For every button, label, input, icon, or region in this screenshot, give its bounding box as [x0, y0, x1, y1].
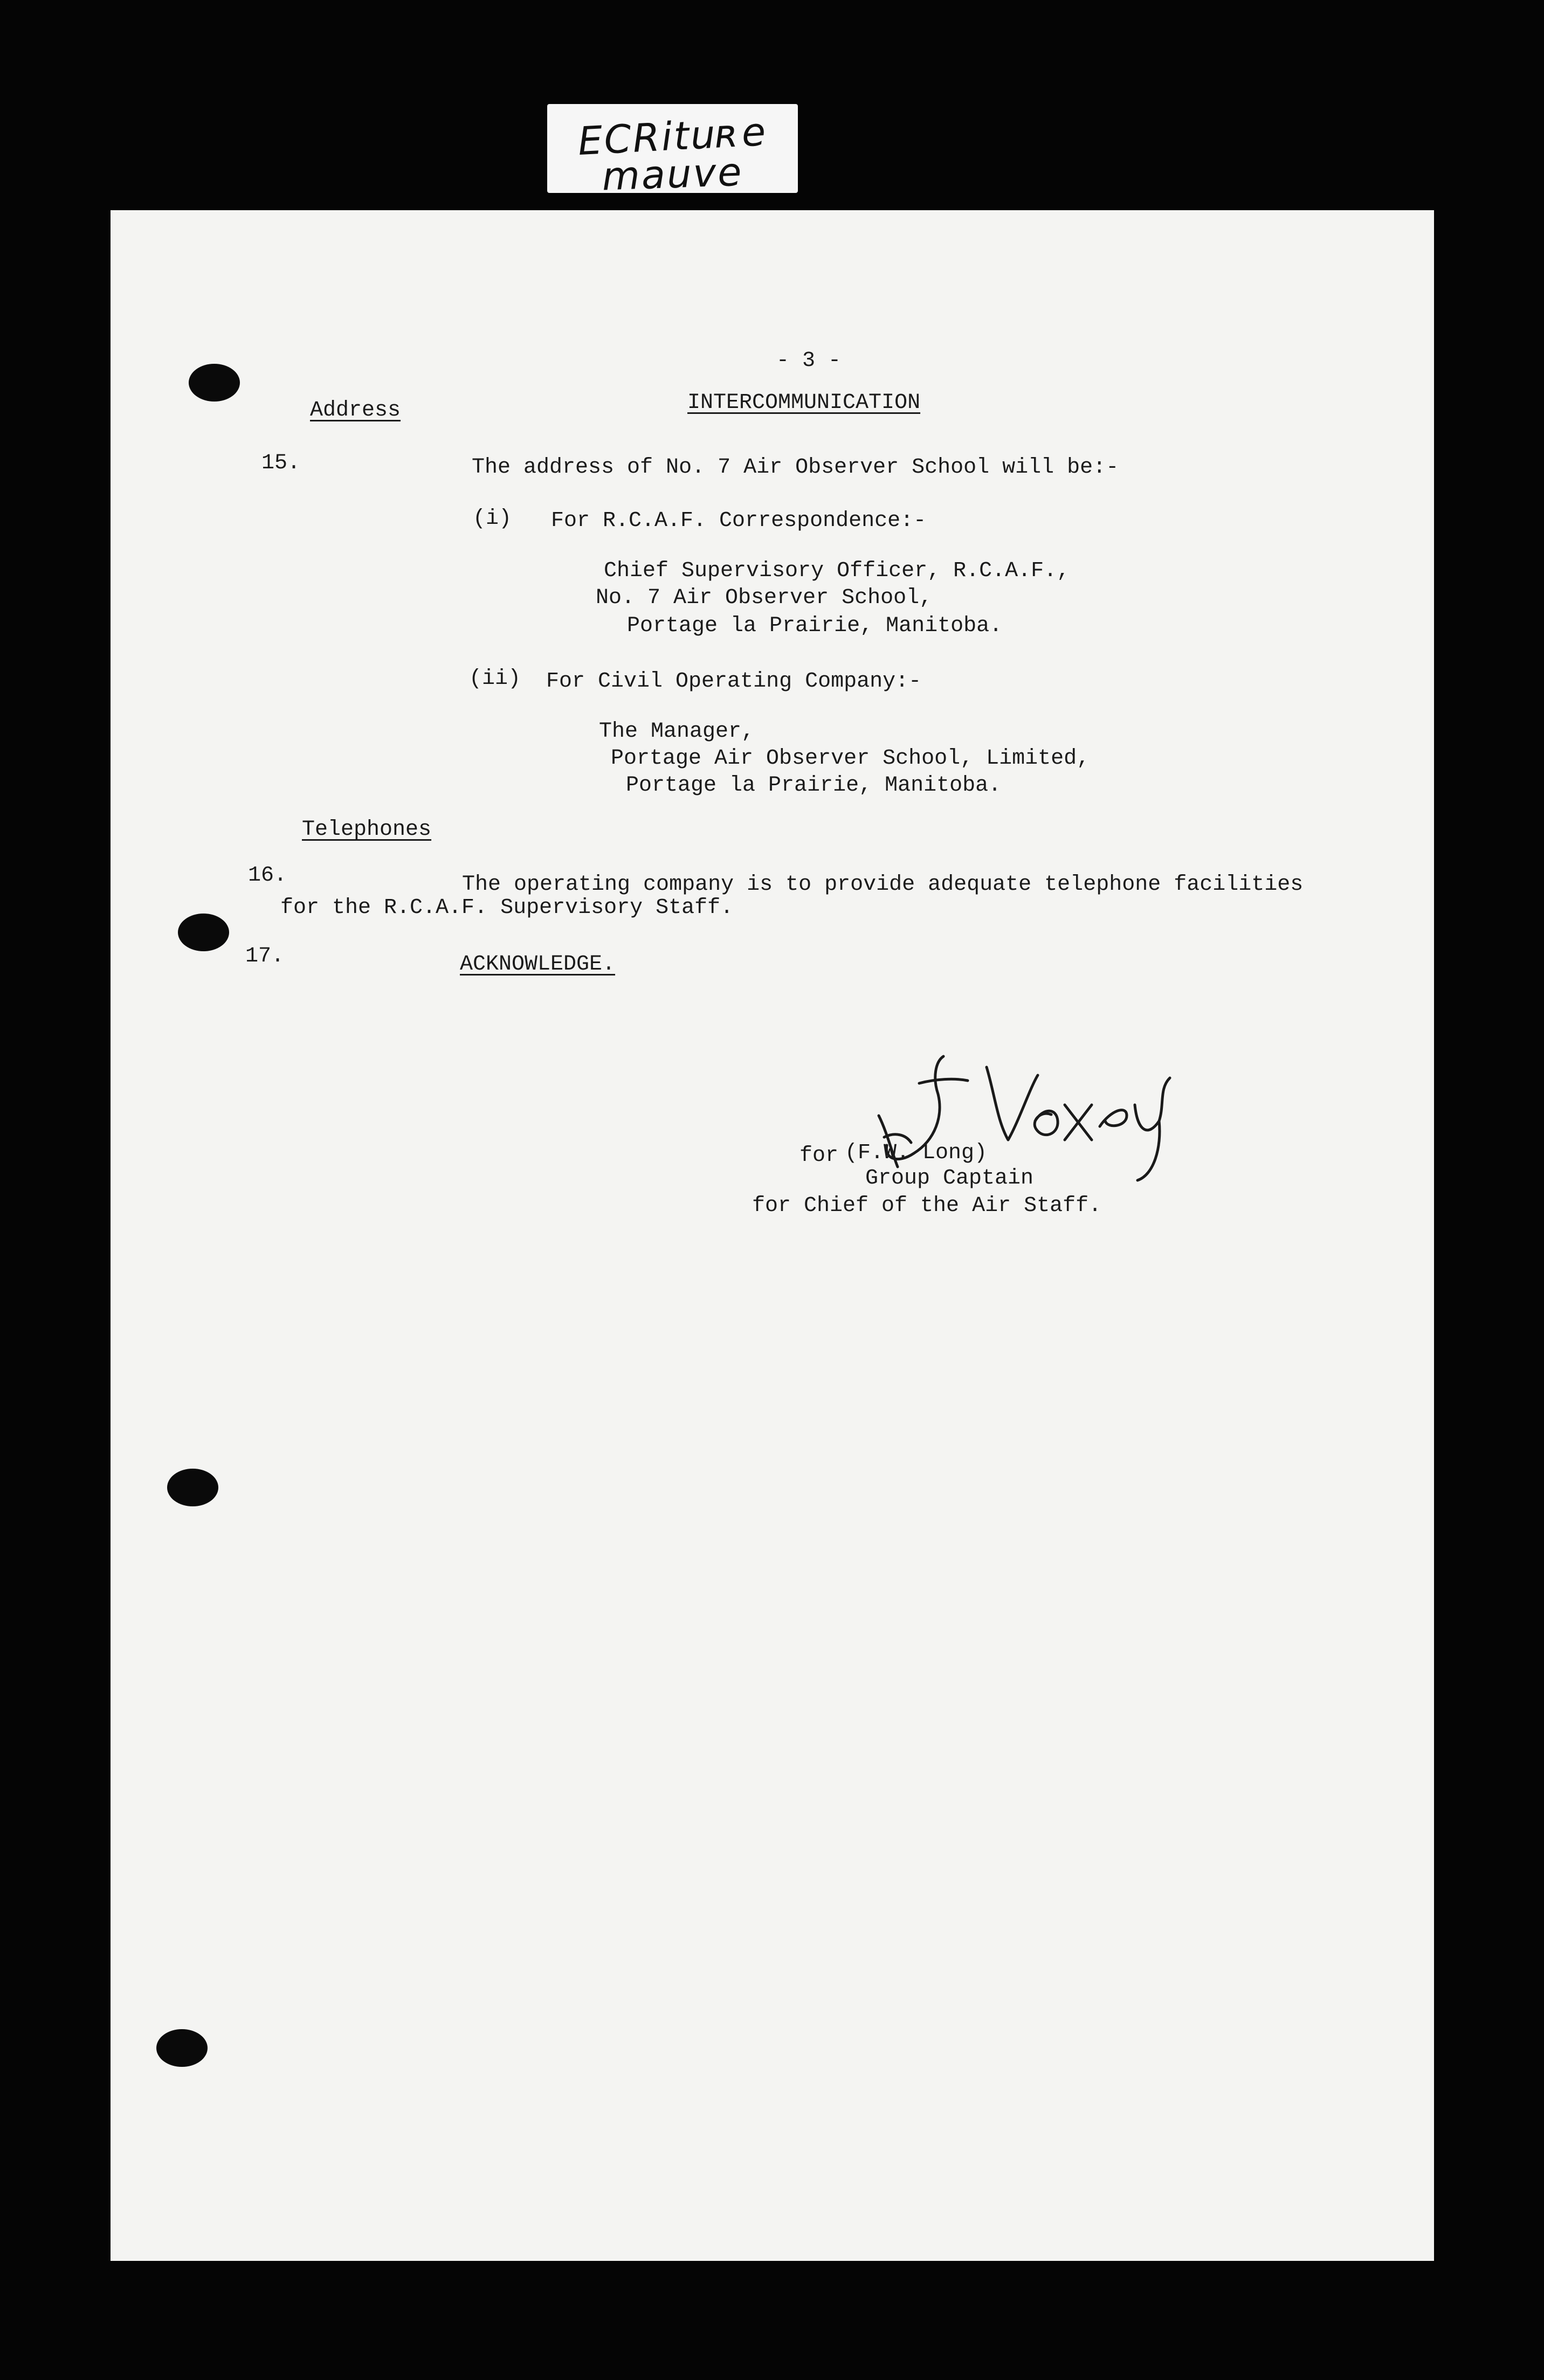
address-intro: The address of No. 7 Air Observer School will be:-: [472, 455, 1119, 480]
punch-hole: [156, 2029, 208, 2067]
civil-address-line: Portage Air Observer School, Limited,: [611, 746, 1090, 771]
item-text-civil-company: For Civil Operating Company:-: [546, 669, 922, 694]
item-text-rcaf-correspondence: For R.C.A.F. Correspondence:-: [551, 509, 927, 533]
document-page: [111, 210, 1434, 2261]
label-card-line-1: ECRituʀe: [576, 108, 769, 164]
signatory-title: for Chief of the Air Staff.: [752, 1194, 1102, 1218]
document-heading: INTERCOMMUNICATION: [687, 391, 921, 415]
side-heading-address: Address: [310, 398, 401, 423]
rcaf-address-line: Portage la Prairie, Manitoba.: [627, 614, 1003, 638]
page-number: - 3 -: [776, 349, 842, 373]
item-label-i: (i): [473, 507, 512, 531]
paragraph-number-17: 17.: [245, 944, 285, 968]
item-label-ii: (ii): [469, 667, 521, 691]
handwritten-label-card: [547, 104, 798, 199]
punch-hole: [189, 364, 240, 402]
signature-for-prefix: for: [799, 1144, 839, 1168]
rcaf-address-line: No. 7 Air Observer School,: [596, 586, 933, 610]
civil-address-line: The Manager,: [599, 719, 755, 744]
civil-address-line: Portage la Prairie, Manitoba.: [626, 773, 1002, 798]
punch-hole: [167, 1469, 218, 1506]
signatory-name: (F.W. Long): [845, 1141, 988, 1165]
side-heading-telephones: Telephones: [302, 818, 432, 842]
rcaf-address-line: Chief Supervisory Officer, R.C.A.F.,: [604, 559, 1070, 583]
paragraph-number-15: 15.: [261, 451, 301, 475]
signatory-rank: Group Captain: [865, 1166, 1034, 1191]
label-card-line-2: mauve: [601, 149, 744, 199]
telephones-text-line-2: for the R.C.A.F. Supervisory Staff.: [280, 896, 734, 920]
punch-hole: [178, 914, 229, 951]
paragraph-number-16: 16.: [248, 863, 287, 888]
telephones-text-line-1: The operating company is to provide adequate telephone facilities: [462, 873, 1304, 897]
acknowledge-text: ACKNOWLEDGE.: [460, 952, 616, 977]
